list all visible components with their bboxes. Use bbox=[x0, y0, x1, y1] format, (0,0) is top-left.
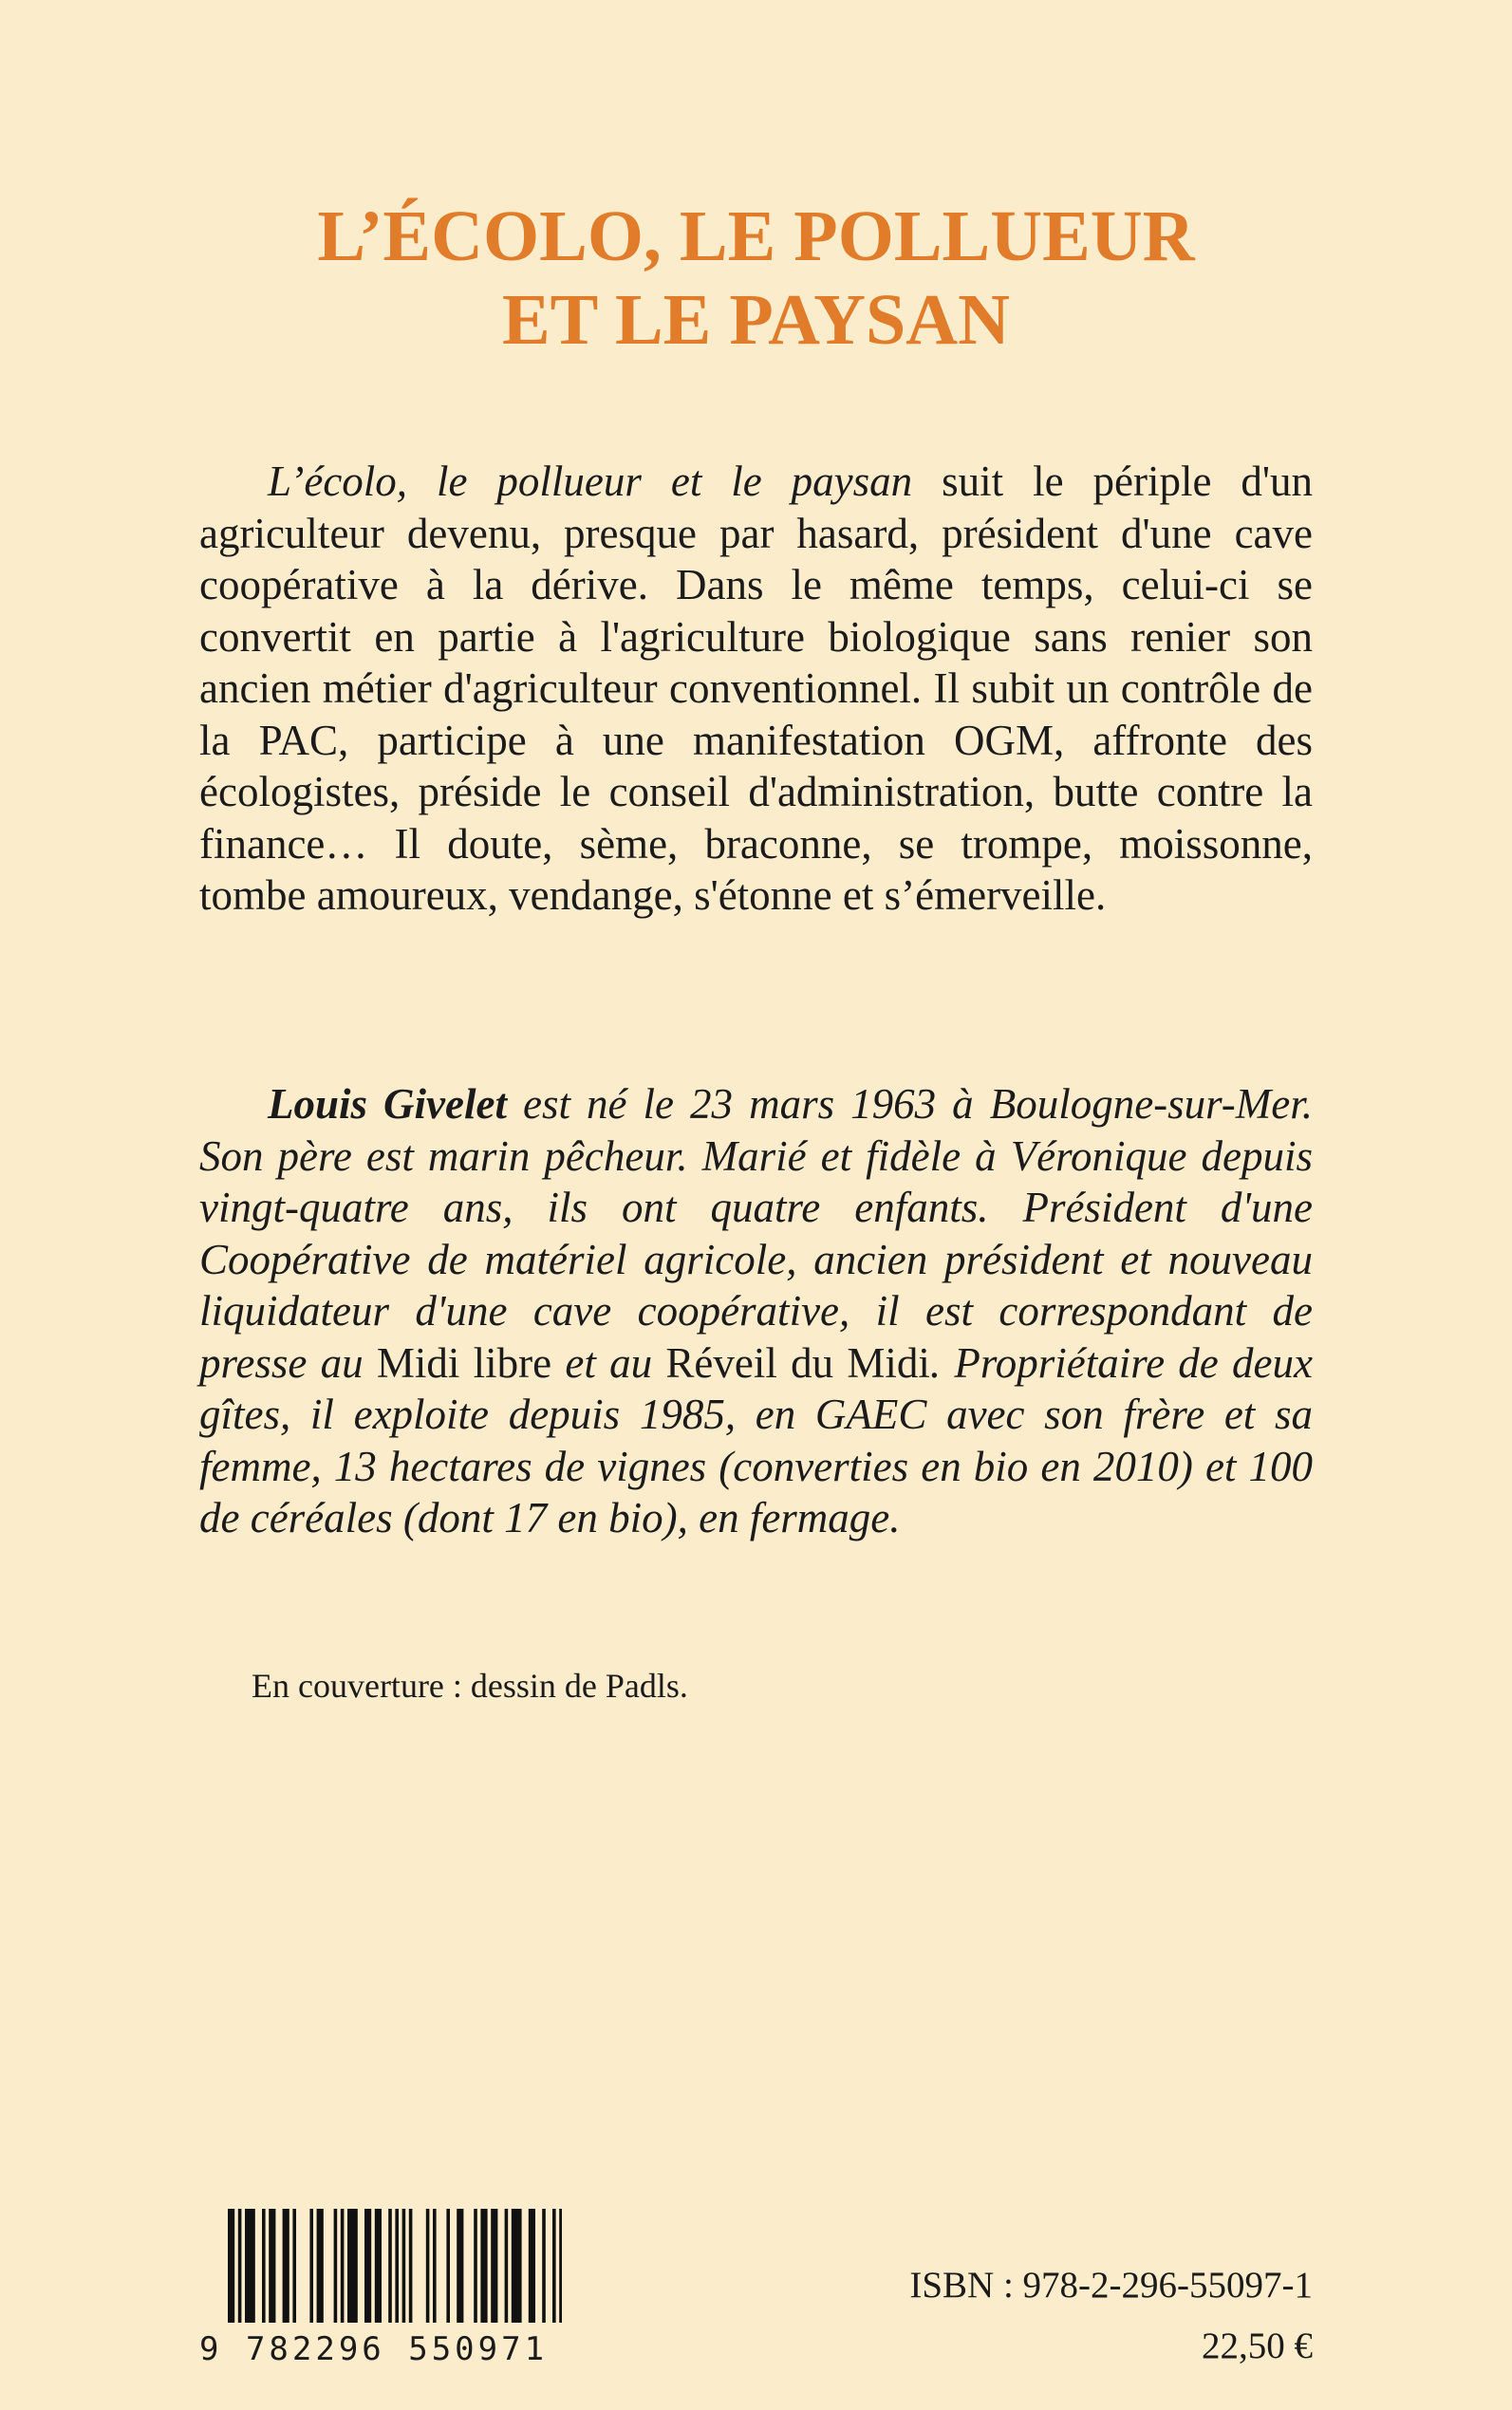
book-title bbox=[0, 195, 1512, 362]
author-biography bbox=[199, 1078, 1313, 1544]
biography-text-1: est né le 23 mars 1963 à Boulogne-sur-Mer. Son père est marin pêcheur. Marié et fidèle à Véronique depuis vingt-quatre ans, ils ont quatre enfants. Président d'une Coopérative de matériel agricole, ancien président et nouveau liquidateur d'une cave coopérative, il est correspondant de presse au bbox=[199, 1080, 1313, 1387]
newspaper-name-2: Réveil du Midi bbox=[665, 1338, 930, 1387]
synopsis-book-title: L’écolo, le pollueur et le paysan bbox=[268, 458, 913, 505]
synopsis bbox=[199, 456, 1313, 922]
cover-credit: En couverture : dessin de Padls. bbox=[252, 1667, 688, 1705]
biography-paragraph bbox=[199, 1078, 1313, 1544]
isbn: ISBN : 978-2-296-55097-1 bbox=[909, 2265, 1313, 2306]
synopsis-text: suit le périple d'un agriculteur devenu, presque par hasard, président d'une cave coopérative à la dérive. Dans le même temps, celui-ci se convertit en partie à l'agriculture biologique sans renier son ancien métier d'agriculteur conventionnel. Il subit un contrôle de la PAC, participe à une manifestation OGM, affronte des écologistes, préside le conseil d'administration, butte contre la finance… Il doute, sème, braconne, se trompe, moissonne, tombe amoureux, vendange, s'étonne et s’émerveille. bbox=[199, 458, 1313, 919]
price: 22,50 € bbox=[1202, 2326, 1313, 2366]
biography-text-3: . Propriétaire de deux gîtes, il exploite depuis 1985, en GAEC avec son frère et sa femme, 13 hectares de vignes (converties en bio en 2010) et 100 de céréales (dont 17 en bio), en fermage. bbox=[199, 1338, 1313, 1541]
biography-text-2: et au bbox=[551, 1338, 666, 1387]
synopsis-paragraph bbox=[199, 456, 1313, 922]
book-title-line-2: ET LE PAYSAN bbox=[501, 280, 1010, 360]
barcode-digits: 9 782296 550971 bbox=[199, 2323, 562, 2376]
author-name: Louis Givelet bbox=[268, 1080, 507, 1128]
newspaper-name-1: Midi libre bbox=[376, 1338, 552, 1387]
book-title-line-1: L’ÉCOLO, LE POLLUEUR bbox=[317, 196, 1195, 276]
